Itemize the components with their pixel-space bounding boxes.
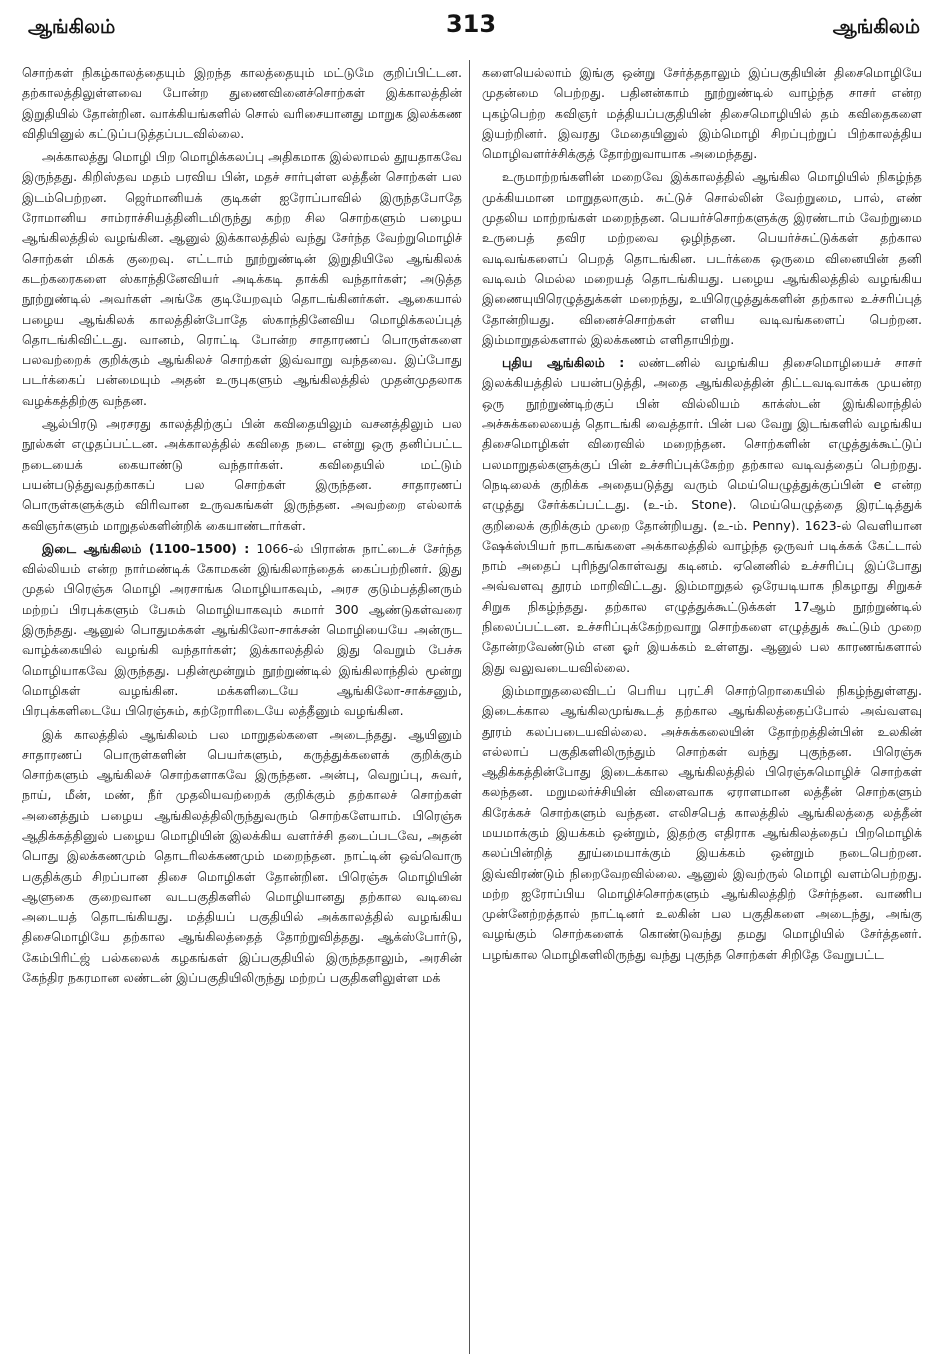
paragraph: இக் காலத்தில் ஆங்கிலம் பல மாறுதல்களை அடைந்தது. ஆயினும் சாதாரணப் பொருள்களின் பெயர்களும், கருத்துக்களைக் குறிக்கும் சொற்களும் ஆங்கிலச் சொற்களாகவே இருந்தன. அன்பு, வெறுப்பு, சுவர், நாய், மீன், மண், நீர் முதலியவற்றைக் குறிக்கும் தற்காலச் சொற்கள் அனைத்தும் பழைய ஆங்கிலத்திலிருந்துவரும் சொற்களேயாம். பிரெஞ்சு ஆதிக்கத்தினுல் பழைய மொழியின் இலக்கிய வளர்ச்சி தடைப்படவே, அதன் பொது இலக்கணமும் தொடரிலக்கணமும் மறைந்தன. நாட்டின் ஒவ்வொரு பகுதிக்கும் சிறப்பான திசை மொழிகள் தோன்றின. பிரெஞ்சு மொழியின் ஆளுகை குறைவான வடபகுதிகளில் மொழியானது தற்கால வடிவை அடையத் தொடங்கியது. மத்தியப் பகுதியில் அக்காலத்தில் வழங்கிய திசைமொழியே தற்கால ஆங்கிலத்தைத் தோற்றுவித்தது. ஆக்ஸ்போர்டு, கேம்பிரிட்ஜ் பல்கலைக் கழகங்கள் இப்பகுதியில் இருந்ததாலும், அரசின் கேந்திர நகரமான லண்டன் இப்பகுதியிலிருந்து மற்றப் பகுதிகளிலுள்ள மக் <box>22 726 462 986</box>
running-head-right: ஆங்கிலம் <box>832 16 920 38</box>
paragraph: உருமாற்றங்களின் மறைவே இக்காலத்தில் ஆங்கில மொழியில் நிகழ்ந்த முக்கியமான மாறுதலாகும். சுட்டுச் சொல்லின் வேற்றுமை, பால், எண் முதலிய மாற்றங்கள் மறைந்தன. பெயர்ச்சொற்களுக்கு இரண்டாம் வேற்றுமை உருபைத் தவிர மற்றவை ஒழிந்தன. பெயர்ச்சுட்டுக்கள் தற்கால வடிவங்களைப் பெறத் தொடங்கின. படர்க்கை ஒருமை வினையின் தனி வடிவம் மெல்ல மறையத் தொடங்கியது. பழைய ஆங்கிலத்தில் வழங்கிய இணையுயிரெழுத்துக்கள் மறைந்து, உயிரெழுத்துக்களின் தற்கால உச்சரிப்புத் தோன்றியது. வினைச்சொற்கள் எளிய வடிவங்களைப் பெற்றன. இம்மாறுதல்களால் இலக்கணம் எளிதாயிற்று. <box>482 169 922 347</box>
paragraph: களையெல்லாம் இங்கு ஒன்று சேர்த்ததாலும் இப்பகுதியின் திசைமொழியே முதன்மை பெற்றது. பதினன்காம் நூற்றுண்டில் வாழ்ந்த சாசர் என்ற புகழ்பெற்ற கவிஞர் மத்தியப்பகுதியின் திசைமொழியில் தம் கவிதைகளை இயற்றினர். இவரது மேதையினுல் இம்மொழி சிறப்புற்றுப் பிற்காலத்திய மொழிவளர்ச்சிக்குத் தோற்றுவாயாக அமைந்தது. <box>482 65 922 162</box>
section-heading: புதிய ஆங்கிலம் : <box>502 355 625 371</box>
paragraph: ஆல்பிரடு அரசரது காலத்திற்குப் பின் கவிதையிலும் வசனத்திலும் பல நூல்கள் எழுதப்பட்டன. அக்காலத்தில் கவிதை நடை என்று ஒரு தனிப்பட்ட நடையைக் கையாண்டு வந்தார்கள். கவிதையில் மட்டும் பயன்படுத்துவதற்காகப் பல சொற்கள் இருந்தன. சாதாரணப் பொருள்களுக்கும் விரிவான உருவகங்கள் இருந்தன. அவற்றை எல்லாக் கவிஞர்களும் மாறுதல்களின்றிக் கையாண்டார்கள். <box>22 416 462 533</box>
paragraph: அக்காலத்து மொழி பிற மொழிக்கலப்பு அதிகமாக இல்லாமல் தூயதாகவே இருந்தது. கிறிஸ்தவ மதம் பரவிய பின், மதச் சார்புள்ள லத்தீன் சொற்கள் பல இடம்பெற்றன. ஜெர்மானியக் குடிகள் ஐரோப்பாவில் இருந்தபோதே ரோமானிய சாம்ராச்சியத்தினிடமிருந்து கற்ற சில சொற்களும் பழைய ஆங்கிலத்தில் வழங்கின. ஆனுல் இக்காலத்தில் வந்து சேர்ந்த வேற்றுமொழிச் சொற்கள் மிகக் குறைவு. எட்டாம் நூற்றுண்டின் இறுதியிலே ஆங்கிலக் கடற்கரைகளை ஸ்காந்தினேவியர் அடிக்கடி தாக்கி வந்தார்கள்; அடுத்த நூற்றுண்டில் அவர்கள் அங்கே குடியேறவும் தொடங்கினர்கள். ஆகையால் பழைய ஆங்கிலக் காலத்தின்போதே ஸ்காந்தினேவிய மொழிக்கலப்புத் தொடங்கிவிட்டது. வானம், ரொட்டி போன்ற சாதாரணப் பொருள்களை பலவற்றைக் குறிக்கும் ஆங்கிலச் சொற்கள் இவ்வாறு வந்தவை. இப்போது படர்க்கைப் பன்மையும் அதன் உருபுகளும் ஆங்கிலத்தில் முதன்முதலாக வழக்கத்திற்கு வந்தன. <box>22 149 462 408</box>
page-number: 313 <box>445 10 497 38</box>
column-divider <box>469 60 470 1354</box>
section-paragraph <box>482 353 922 678</box>
page-header <box>0 10 942 50</box>
section-heading: இடை ஆங்கிலம் (1100–1500) : <box>42 540 250 556</box>
right-column <box>482 63 922 1353</box>
left-column <box>22 63 462 1353</box>
section-body: லண்டனில் வழங்கிய திசைமொழியைச் சாசர் இலக்கியத்தில் பயன்படுத்தி, அதை ஆங்கிலத்தின் திட்டவடிவாக்க முயன்ற ஒரு நூற்றுண்டிற்குப் பின் வில்லியம் காக்ஸ்டன் இங்கிலாந்தில் அச்சுக்கலையைத் தொடங்கி வைத்தார். பின் பல வேறு இடங்களில் வழங்கிய திசைமொழிகள் விரைவில் மறைந்தன. சொற்களின் எழுத்துக்கூட்டுப் பலமாறுதல்களுக்குப் பின் உச்சரிப்புக்கேற்ற தற்கால வடிவத்தைப் பெற்றது. நெடிலைக் குறிக்க அதையடுத்து வரும் மெய்யெழுத்துக்குப்பின் e என்ற எழுத்து சேர்க்கப்பட்டது. (உ-ம். Stone). மெய்யெழுத்தை இரட்டித்துக் குறிலைக் குறிக்கும் முறை தோன்றியது. (உ-ம். Penny). 1623-ல் வெளியான ஷேக்ஸ்பியர் நாடகங்களை அக்காலத்தில் வாழ்ந்த ஒருவர் படிக்கக் கேட்டால் நாம் அதைப் புரிந்துகொள்வது கடினம். ஏனெனில் உச்சரிப்பு இப்போது அவ்வளவு தூரம் மாறிவிட்டது. இம்மாறுதல் ஒரேயடியாக நிகழாது சிறுகச் சிறுக நிகழ்ந்தது. தற்கால எழுத்துக்கூட்டுக்கள் 17ஆம் நூற்றுண்டில் நிலைப்பட்டன. உச்சரிப்புக்கேற்றவாறு சொற்களை எழுத்துக் கூட்டும் முறை தோன்றவேண்டும் என ஓர் இயக்கம் உள்ளது. ஆனுல் பல காரணங்களால் இது வலுவடையவில்லை. <box>482 355 922 675</box>
running-head-left: ஆங்கிலம் <box>28 16 116 38</box>
paragraph: சொற்கள் நிகழ்காலத்தையும் இறந்த காலத்தையும் மட்டுமே குறிப்பிட்டன. தற்காலத்திலுள்ளவை போன்ற துணைவினைச்சொற்கள் இக்காலத்தின் இறுதியில் தோன்றின. வாக்கியங்களில் சொல் வரிசையானது மாறுக இலக்கண விதியினுல் கட்டுப்படுத்தப்படவில்லை. <box>22 65 462 141</box>
section-body: 1066-ல் பிரான்சு நாட்டைச் சேர்ந்த வில்லியம் என்ற நார்மண்டிக் கோமகன் இங்கிலாந்தைக் கைப்பற்றினர். இது முதல் பிரெஞ்சு மொழி அரசாங்க மொழியாகவும், அரச குடும்பத்தினரும் மற்றப் பிரபுக்களும் பேசும் மொழியாகவும் சுமார் 300 ஆண்டுகள்வரை இருந்தது. ஆனுல் பொதுமக்கள் ஆங்கிலோ-சாக்சன் மொழியையே அன்ருட வாழ்க்கையில் வழங்கி வந்தார்கள்; இக்காலத்தில் இது வெறும் பேச்சு மொழியாகவே இருந்தது. பதின்மூன்றும் நூற்றுண்டில் இங்கிலாந்தில் மூன்று மொழிகள் வழங்கின. மக்களிடையே ஆங்கிலோ-சாக்சனும், பிரபுக்களிடையே பிரெஞ்சும், கற்றோரிடையே லத்தீனும் வழங்கின. <box>22 540 462 719</box>
section-paragraph <box>22 539 462 722</box>
paragraph: இம்மாறுதலைவிடப் பெரிய புரட்சி சொற்றொகையில் நிகழ்ந்துள்ளது. இடைக்கால ஆங்கிலமுங்கூடத் தற்கால ஆங்கிலத்தைப்போல் அவ்வளவு தூரம் கலப்படையவில்லை. அச்சுக்கலையின் தோற்றத்தின்பின் உலகின் எல்லாப் பகுதிகளிலிருந்தும் சொற்கள் வந்து புகுந்தன. பிரெஞ்சு ஆதிக்கத்தின்போது இடைக்கால ஆங்கிலத்தில் பிரெஞ்சுமொழிச் சொற்கள் கலந்தன. மறுமலர்ச்சியின் விளைவாக ஏராளமான லத்தீன் சொற்களும் கிரேக்கச் சொற்களும் வந்தன. எலிசபெத் காலத்தில் ஆங்கிலத்தை லத்தீன் மயமாக்கும் இயக்கம் ஒன்றும், இதற்கு எதிராக ஆங்கிலத்தைப் பிறமொழிக் கலப்பின்றித் தூய்மையாக்கும் இயக்கம் ஒன்றும் நடைபெற்றன. இவ்விரண்டும் நிறைவேறவில்லை. ஆனுல் இவற்ருல் மொழி வளம்பெற்றது. மற்ற ஐரோப்பிய மொழிச்சொற்களும் ஆங்கிலத்திற் சேர்ந்தன. வாணிப முன்னேற்றத்தால் நாட்டினர் உலகின் பல பகுதிகளை அடைந்து, அங்கு வழங்கும் சொற்களைக் கொண்டுவந்து தமது மொழியில் சேர்த்தனர். பழங்கால மொழிகளிலிருந்து வந்து புகுந்த சொற்கள் சிறிதே வேறுபட்ட <box>482 682 922 962</box>
